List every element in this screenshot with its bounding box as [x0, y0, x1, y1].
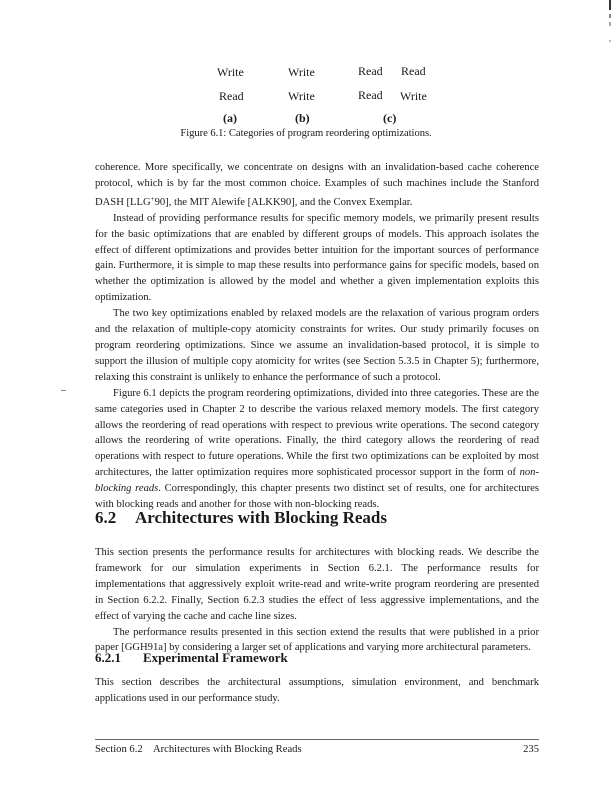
- paragraph: coherence. More specifically, we concentrate on designs with an invalidation-based cache coherence protocol, which is by far the most common choice. Examples of such machines include the Stanford DASH [LLG+90], the MIT Alewife [ALKK90], and the Convex Exemplar.: [95, 162, 539, 208]
- section-title: Architectures with Blocking Reads: [135, 508, 388, 527]
- margin-mark: [61, 390, 66, 391]
- footer-section-title: Architectures with Blocking Reads: [153, 744, 302, 755]
- subsection-number: 6.2.1: [95, 650, 121, 665]
- figure-a-op-1: Write: [217, 65, 244, 79]
- figure-a-label: (a): [223, 111, 237, 125]
- footer-rule: [95, 739, 539, 740]
- paragraph: Instead of providing performance results for specific memory models, we primarily present results for the basic optimizations that are enabled by different groups of models. This approach isolates the effect of different optimizations and provides better intuition for the important sources of performance gain. Furthermore, it is simple to map these results into performance gains for specific models, based on whether the optimization is allowed by the model and whether a given implementation exploits this optimization.: [95, 212, 539, 304]
- figure-c-label: (c): [383, 111, 397, 125]
- paragraph: This section describes the architectural assumptions, simulation environment, and benchmark applications used in our performance study.: [95, 677, 539, 704]
- subsection-title: Experimental Framework: [143, 650, 288, 665]
- figure-c-right-op-1: Read: [401, 64, 426, 78]
- subsection-heading: [95, 650, 288, 666]
- section-heading: [95, 508, 387, 528]
- figure-c-right-op-2: Write: [400, 89, 427, 103]
- figure-6-1: [0, 0, 612, 160]
- figure-a-op-2: Read: [219, 89, 244, 103]
- running-footer: [95, 744, 302, 755]
- figure-b-op-1: Write: [288, 65, 315, 79]
- section-text: [95, 545, 539, 656]
- figure-b-op-2: Write: [288, 89, 315, 103]
- paragraph: This section presents the performance results for architectures with blocking reads. We describe the framework for our simulation experiments in Section 6.2.1. The performance results for implementations that aggressively exploit write-read and write-write program reordering are presented in Section 6.2.2. Finally, Section 6.2.3 studies the effect of less aggressive implementations, and the effect of varying the cache and cache line sizes.: [95, 547, 539, 622]
- section-number: 6.2: [95, 508, 117, 527]
- figure-c-left-op-2: Read: [358, 88, 383, 102]
- page-number: 235: [523, 744, 539, 755]
- figure-caption: Figure 6.1: Categories of program reordering optimizations.: [180, 128, 432, 139]
- paragraph: The performance results presented in this section extend the results that were published in a prior paper [GGH91a] by considering a larger set of applications and varying more architectural parameters.: [95, 626, 539, 654]
- paragraph: Figure 6.1 depicts the program reordering optimizations, divided into three categories. These are the same categories used in Chapter 2 to describe the various relaxed memory models. The first category allows the reordering of read operations with respect to previous write operations. The second category allows the reordering of write operations. Finally, the third category allows the reordering of read operations with respect to future operations. While the first two optimizations can be exploited by most architectures, the latter optimization requires more sophisticated processor support in the form of non-blocking reads. Correspondingly, this chapter presents two distinct set of results, one for architectures with blocking reads and another for those with non-blocking reads.: [95, 387, 540, 511]
- figure-c-left-op-1: Read: [358, 64, 383, 78]
- intro-text: [95, 160, 539, 513]
- footer-section-label: Section 6.2: [95, 744, 143, 755]
- paragraph: The two key optimizations enabled by relaxed models are the relaxation of various program orders and the relaxation of multiple-copy atomicity constraints for writes. Our study primarily focuses on program reordering optimizations. Since we assume an invalidation-based protocol, it is simple to support the illusion of multiple copy atomicity for writes (see Section 5.3.5 in Chapter 5); furthermore, relaxing this constraint is unlikely to enhance the performance of such a protocol.: [95, 308, 539, 383]
- emphasis: non-blocking reads: [95, 467, 539, 495]
- figure-b-label: (b): [295, 111, 310, 125]
- subsection-text: [95, 675, 539, 707]
